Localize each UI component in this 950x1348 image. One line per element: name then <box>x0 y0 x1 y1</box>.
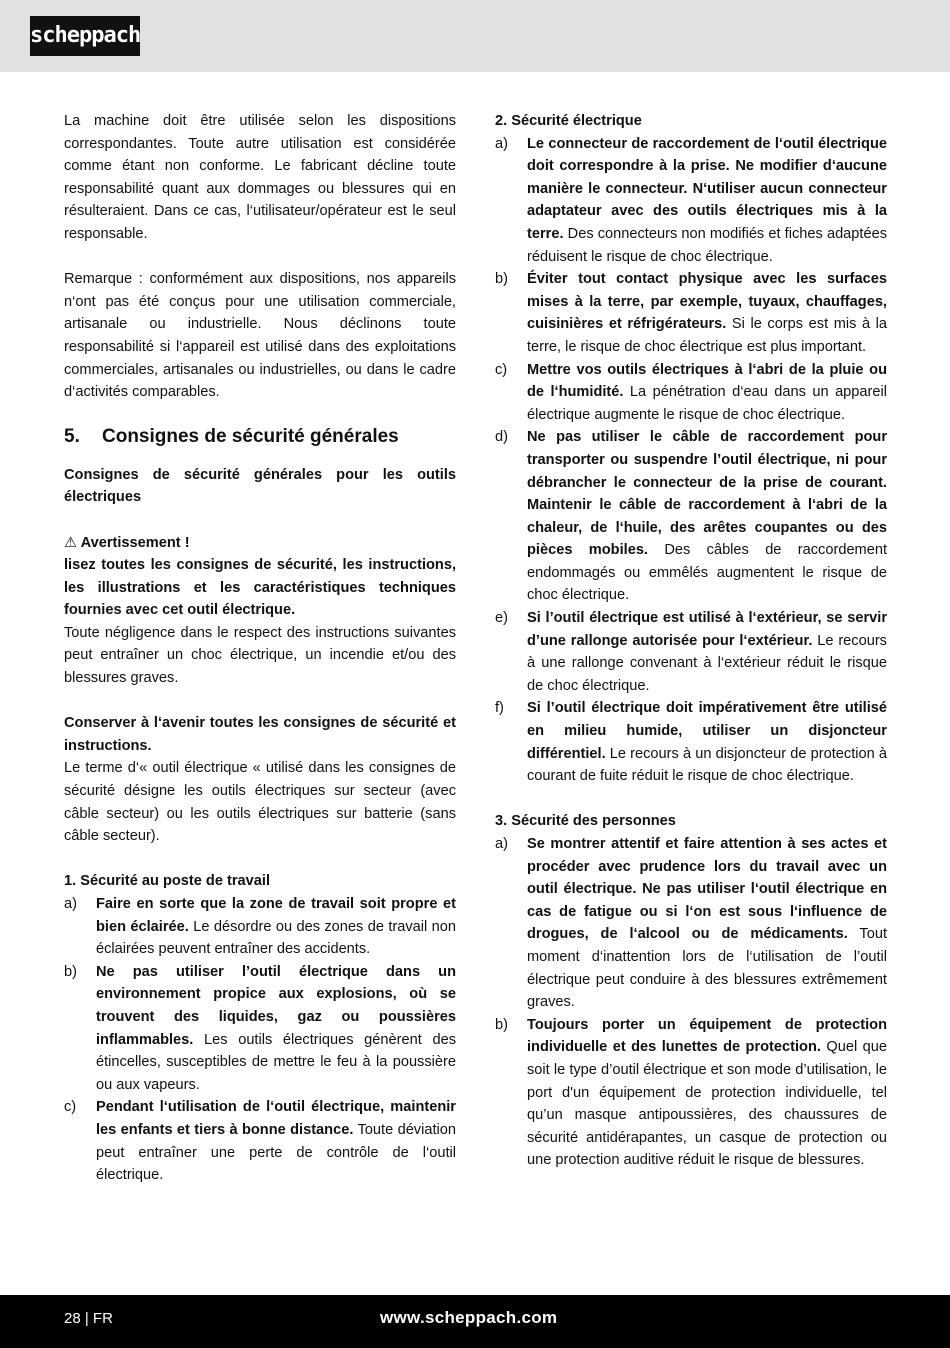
item-bold: Ne pas utiliser le câble de raccordement pour transporter ou suspendre l’outil électrique, ni pour débrancher le connecteur de la prise de courant. Maintenir le câble de raccordement à l‘abri de la chaleur, de l‘huile, des arêtes coupantes ou des pièces mobiles. <box>527 429 887 559</box>
section3-title: 3. Sécurité des personnes <box>495 813 676 830</box>
item-label: a) <box>495 836 508 852</box>
item-label: c) <box>64 1099 77 1116</box>
list-item <box>495 697 887 787</box>
list-item <box>495 833 887 1014</box>
warning-title: ⚠ Avertissement ! <box>64 534 190 551</box>
item-text: Des câbles de raccordement endommagés ou emmêlés augmentent le risque de choc électrique. <box>527 542 887 604</box>
website-link[interactable]: www.scheppach.com <box>380 1308 558 1327</box>
item-text: Si le corps est mis à la terre, le risque de choc électrique est plus important. <box>527 316 888 355</box>
item-text: Le recours à une rallonge convenant à l‘extérieur réduit le risque de choc électrique. <box>527 632 887 694</box>
keep-instructions-bold: Conserver à l‘avenir toutes les consignes de sécurité et instructions. <box>64 715 456 754</box>
item-bold: Ne pas utiliser l’outil électrique dans un environnement propice aux explosions, où se trouvent des liquides, gaz ou poussières inflammables. <box>96 963 456 1048</box>
left-column <box>64 110 456 1187</box>
list-item <box>495 359 887 427</box>
item-text: Le désordre ou des zones de travail non éclairées peuvent entraîner des accidents. <box>96 918 457 958</box>
item-text: Toute déviation peut entraîner une perte de contrôle de l‘outil électrique. <box>96 1121 456 1184</box>
section1-list <box>64 893 456 1187</box>
right-column <box>495 110 887 1172</box>
section-heading <box>64 424 456 450</box>
item-text: Des connecteurs non modifiés et fiches adaptées réduisent le risque de choc électrique. <box>527 225 887 265</box>
item-text: Quel que soit le type d’outil électrique et son mode d’utilisation, le port d'un équipement de protection individuelle, tel qu’un masque antipoussières, des chaussures de sécurité antidérapantes, un casque de protection ou une protection auditive réduit le risque de blessures. <box>527 1039 887 1169</box>
list-item <box>495 268 887 358</box>
item-text: Tout moment d‘inattention lors de l‘utilisation de l’outil électrique peut conduire à des blessures extrêmement graves. <box>527 926 887 1011</box>
section-number: 5. <box>64 425 80 447</box>
item-label: b) <box>64 963 77 980</box>
section3-list <box>495 833 887 1172</box>
item-bold: Mettre vos outils électriques à l‘abri de la pluie ou de l‘humidité. <box>527 361 887 401</box>
list-item <box>64 893 456 961</box>
item-text: La pénétration d‘eau dans un appareil électrique augmente le risque de choc électrique. <box>527 384 887 423</box>
item-bold: Se montrer attentif et faire attention à ses actes et procéder avec prudence lors du travail avec un outil électrique. Ne pas utiliser l‘outil électrique en cas de fatigue ou si l‘on est sous l‘influence de drogues, de l‘alcool ou de médicaments. <box>527 836 887 943</box>
scheppach-logo: scheppach <box>30 16 140 56</box>
item-label: b) <box>495 1016 508 1033</box>
item-label: c) <box>495 361 508 378</box>
item-bold: Toujours porter un équipement de protection individuelle et des lunettes de protection. <box>527 1016 887 1056</box>
list-item <box>64 1096 456 1186</box>
section2-list <box>495 133 887 788</box>
list-item <box>64 961 456 1097</box>
page-footer <box>0 1295 950 1348</box>
item-label: e) <box>495 610 508 627</box>
list-item <box>495 607 887 697</box>
item-label: a) <box>495 135 508 152</box>
item-text: Le recours à un disjoncteur de protection à courant de fuite réduit le risque de choc électrique. <box>527 745 887 785</box>
item-label: d) <box>495 429 508 446</box>
item-bold: Si l’outil électrique est utilisé à l‘extérieur, se servir d’une rallonge autorisée pour l‘extérieur. <box>527 610 887 649</box>
item-bold: Si l’outil électrique doit impérativement être utilisé en milieu humide, utiliser un disjoncteur différentiel. <box>527 700 887 762</box>
warning-bold-text: lisez toutes les consignes de sécurité, les instructions, les illustrations et les caractéristiques techniques fournies avec cet outil électrique. <box>64 557 456 619</box>
page-header <box>0 0 950 72</box>
item-label: b) <box>495 271 508 288</box>
keep-instructions-text: Le terme d‘« outil électrique « utilisé dans les consignes de sécurité désigne les outils électriques sur secteur (avec câble secteur) ou les outils électriques sur batterie (sans câble secteur). <box>64 760 456 845</box>
section1-title: 1. Sécurité au poste de travail <box>64 873 271 890</box>
subsection-title: Consignes de sécurité générales pour les outils électriques <box>64 466 456 506</box>
warning-text: Toute négligence dans le respect des instructions suivantes peut entraîner un choc électrique, un incendie et/ou des blessures graves. <box>64 624 456 687</box>
section-title: Consignes de sécurité générales <box>102 425 399 447</box>
item-bold: Pendant l‘utilisation de l‘outil électrique, maintenir les enfants et tiers à bonne distance. <box>96 1099 456 1138</box>
list-item <box>495 133 887 269</box>
item-text: Les outils électriques génèrent des étincelles, susceptibles de mettre le feu à la poussière ou aux vapeurs. <box>96 1031 456 1093</box>
item-label: f) <box>495 700 504 717</box>
section2-title: 2. Sécurité électrique <box>495 113 642 129</box>
list-item <box>495 426 887 607</box>
page-number: 28 | FR <box>64 1310 113 1327</box>
intro-paragraph: La machine doit être utilisée selon les dispositions correspondantes. Toute autre utilisation est considérée comme étant non conforme. Le fabricant décline toute responsabilité quant aux dommages ou blessures qui en résulteraient. Dans ce cas, l‘utilisateur/opérateur est le seul responsable. <box>64 113 456 242</box>
item-bold: Éviter tout contact physique avec les surfaces mises à la terre, par exemple, tuyaux, chauffages, cuisinières et réfrigérateurs. <box>527 271 887 333</box>
item-bold: Le connecteur de raccordement de l‘outil électrique doit correspondre à la prise. Ne modifier d‘aucune manière le connecteur. N‘utiliser aucun connecteur adaptateur avec des outils électriques mis à la terre. <box>527 135 887 242</box>
item-label: a) <box>64 896 77 912</box>
item-bold: Faire en sorte que la zone de travail soit propre et bien éclairée. <box>96 896 456 935</box>
list-item <box>495 1014 887 1172</box>
remark-paragraph: Remarque : conformément aux dispositions, nos appareils n‘ont pas été conçus pour une utilisation commerciale, artisanale ou industrielle. Nous déclinons toute responsabilité si l‘appareil est utilisé dans des exploitations commerciales, artisanales ou industrielles, ou dans le cadre d‘activités comparables. <box>64 271 456 401</box>
